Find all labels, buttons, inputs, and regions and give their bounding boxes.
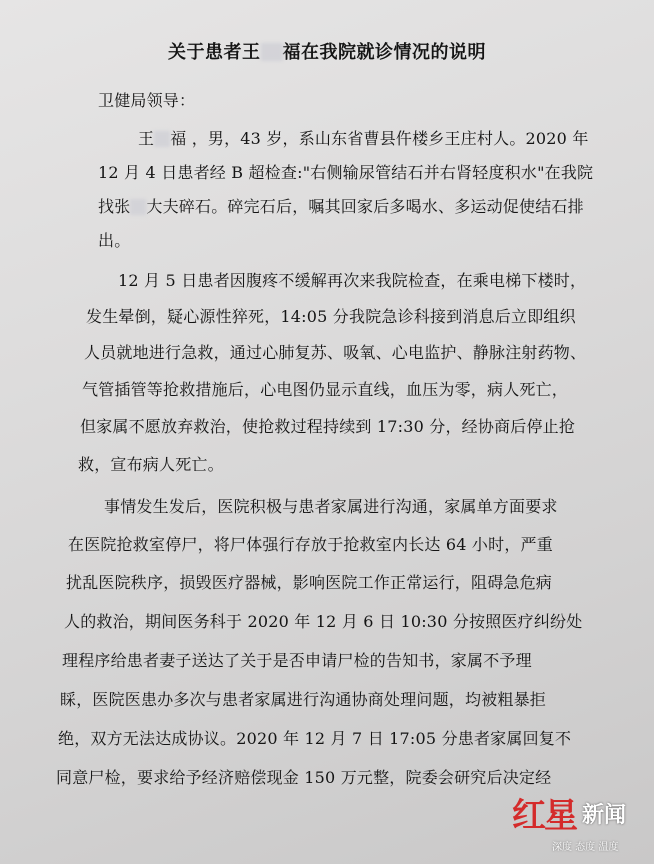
redaction-blur (154, 131, 170, 147)
body-line-8: 气管插管等抢救措施后，心电图仍显示直线，血压为零，病人死亡， (82, 380, 569, 399)
watermark-slogan: 深度 态度 温度 (552, 842, 619, 853)
body-line-2: 12 月 4 日患者经 B 超检查:"右侧输尿管结石并右肾轻度积水"在我院 (98, 163, 594, 182)
watermark-logo: 红星 (512, 796, 576, 836)
body-line-12: 在医院抢救室停尸，将尸体强行存放于抢救室内长达 64 小时，严重 (68, 535, 553, 554)
salutation: 卫健局领导： (98, 91, 196, 110)
body-line-11: 事情发生发后，医院积极与患者家属进行沟通，家属单方面要求 (104, 497, 558, 516)
body-line-4: 出。 (98, 231, 131, 250)
redaction-blur (261, 43, 283, 61)
body-line-18: 同意尸检，要求给予经济赔偿现金 150 万元整，院委会研究后决定经 (56, 768, 552, 787)
body-line-15: 理程序给患者妻子送达了关于是否申请尸检的告知书，家属不予理 (62, 651, 532, 670)
body-line-6: 发生晕倒，疑心源性猝死，14:05 分我院急诊科接到消息后立即组织 (86, 307, 576, 326)
watermark-name: 新闻 (582, 803, 627, 828)
news-watermark (512, 788, 652, 860)
redaction-blur (130, 199, 146, 215)
document-title (0, 38, 654, 64)
body-line-13: 扰乱医院秩序，损毁医疗器械，影响医院工作正常运行，阻碍急危病 (66, 573, 553, 592)
body-line-7: 人员就地进行急救，通过心肺复苏、吸氧、心电监护、静脉注射药物、 (84, 343, 587, 362)
title-part-2: 福在我院就诊情况的说明 (282, 42, 486, 63)
title-part-1: 关于患者王 (168, 42, 261, 63)
body-line-16: 睬，医院医患办多次与患者家属进行沟通协商处理问题，均被粗暴拒 (60, 690, 547, 709)
body-line-14: 人的救治，期间医务科于 2020 年 12 月 6 日 10:30 分按照医疗纠纷处 (64, 612, 583, 631)
body-line-9: 但家属不愿放弃救治，使抢救过程持续到 17:30 分，经协商后停止抢 (80, 417, 576, 436)
body-line-10: 救，宣布病人死亡。 (78, 455, 224, 474)
body-line-17: 绝，双方无法达成协议。2020 年 12 月 7 日 17:05 分患者家属回复不 (58, 729, 572, 748)
body-line-1: 王 福 ，男，43 岁，系山东省曹县仵楼乡王庄村人。2020 年 (138, 129, 589, 148)
body-line-5: 12 月 5 日患者因腹疼不缓解再次来我院检查，在乘电梯下楼时， (118, 271, 587, 290)
body-line-3: 找张 大夫碎石。碎完石后，嘱其回家后多喝水、多运动促使结石排 (98, 197, 584, 216)
